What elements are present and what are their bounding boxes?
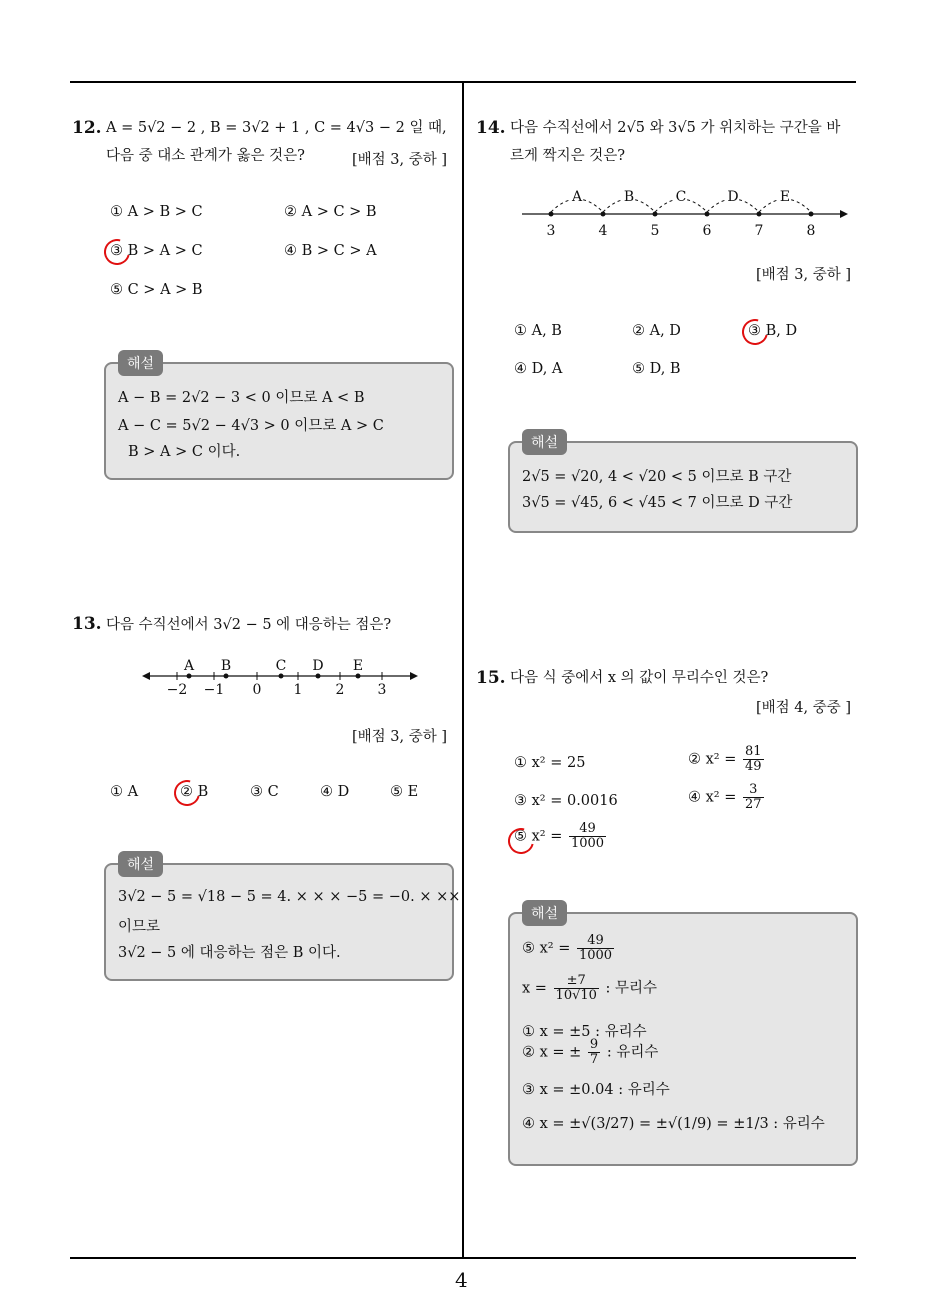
- q15-meta: [배점 4, 중중 ]: [756, 700, 852, 716]
- q12-choice-1[interactable]: ① A > B > C: [110, 204, 203, 220]
- q12-solution-line2: A − C = 5√2 − 4√3 > 0 이므로 A > C: [118, 418, 384, 434]
- q14-choice-1[interactable]: ① A, B: [514, 323, 562, 339]
- q14-solution-tag: 해설: [522, 429, 567, 455]
- q14-meta: [배점 3, 중하 ]: [756, 267, 852, 283]
- q15-solution-line1: ⑤ x² = $\frac{49}{1000}$: [522, 933, 613, 963]
- q15-choice-4[interactable]: [688, 783, 766, 812]
- q13-tick-label: 3: [377, 682, 387, 698]
- q13-number: 13.: [72, 614, 102, 634]
- q12-solution-line1: A − B = 2√2 − 3 < 0 이므로 A < B: [118, 390, 365, 406]
- q12-answer-circle-mark: [99, 234, 135, 270]
- q12-solution-box: [104, 356, 454, 480]
- q13-choice-1[interactable]: ① A: [110, 784, 139, 800]
- q13-choice-2[interactable]: ② B: [180, 784, 209, 800]
- q13-point-A: A: [183, 658, 195, 674]
- q14-choice-5[interactable]: ⑤ D, B: [632, 361, 681, 377]
- q14-interval-B: B: [623, 189, 635, 205]
- q15-number: 15.: [476, 668, 506, 688]
- column-divider: [462, 81, 464, 1259]
- q15-choice-2[interactable]: [688, 745, 766, 774]
- q14-interval-D: D: [727, 189, 739, 205]
- q13-choice-3[interactable]: ③ C: [250, 784, 279, 800]
- q12-solution-tag: 해설: [118, 350, 163, 376]
- q14-tick-label: 7: [754, 223, 764, 239]
- q15-solution-box: [508, 906, 858, 1166]
- q14-interval-A: A: [571, 189, 583, 205]
- q12-text-line2: 다음 중 대소 관계가 옳은 것은?: [106, 148, 305, 164]
- page-number: 4: [455, 1268, 468, 1292]
- q12-choice-5[interactable]: ⑤ C > A > B: [110, 282, 203, 298]
- q12-choice-2[interactable]: ② A > C > B: [284, 204, 377, 220]
- q12-number: 12.: [72, 118, 102, 138]
- q13-point-E: E: [352, 658, 364, 674]
- q13-tick-label: 2: [335, 682, 345, 698]
- q12-text-line1: A = 5√2 − 2 , B = 3√2 + 1 , C = 4√3 − 2 일 때,: [106, 120, 447, 136]
- q14-interval-C: C: [675, 189, 687, 205]
- q12-choice-3[interactable]: ③ B > A > C: [110, 243, 203, 259]
- q14-choice-2[interactable]: ② A, D: [632, 323, 681, 339]
- q15-solution-line3: ① x = ±5 : 유리수: [522, 1024, 647, 1040]
- q14-number: 14.: [476, 118, 506, 138]
- q14-text-line1: 다음 수직선에서 2√5 와 3√5 가 위치하는 구간을 바: [510, 120, 841, 136]
- q13-point-C: C: [275, 658, 287, 674]
- q14-solution-box: [508, 435, 858, 533]
- bottom-rule: [70, 1257, 856, 1259]
- q14-tick-label: 8: [806, 223, 816, 239]
- q15-solution-line4: ② x = ± $\frac{9}{7}$ : 유리수: [522, 1037, 659, 1067]
- q14-tick-label: 4: [598, 223, 608, 239]
- q13-tick-label: 1: [293, 682, 303, 698]
- q15-choice-2-prefix: ② x² =: [688, 751, 737, 768]
- q13-point-B: B: [220, 658, 232, 674]
- q13-solution-line1: 3√2 − 5 = √18 − 5 = 4. × × × −5 = −0. × ××: [118, 889, 461, 905]
- q12-meta: [배점 3, 중하 ]: [352, 152, 448, 168]
- q14-interval-E: E: [779, 189, 791, 205]
- q15-solution-tag: 해설: [522, 900, 567, 926]
- q13-solution-line3: 3√2 − 5 에 대응하는 점은 B 이다.: [118, 945, 341, 961]
- q12-choice-4[interactable]: ④ B > C > A: [284, 243, 377, 259]
- q13-solution-tag: 해설: [118, 851, 163, 877]
- q15-choice-4-fraction: $\frac{3}{27}$: [744, 782, 762, 812]
- q13-tick-label: 0: [252, 682, 262, 698]
- q14-solution-line1: 2√5 = √20, 4 < √20 < 5 이므로 B 구간: [522, 469, 792, 485]
- q13-solution-line2: 이므로: [118, 919, 161, 935]
- q13-solution-box: [104, 857, 461, 981]
- q14-choice-4[interactable]: ④ D, A: [514, 361, 563, 377]
- q13-tick-label: −1: [203, 682, 225, 698]
- q14-tick-label: 5: [650, 223, 660, 239]
- q15-choice-4-prefix: ④ x² =: [688, 789, 737, 806]
- q15-choice-2-fraction: $\frac{81}{49}$: [744, 744, 762, 774]
- q13-number-line: [140, 652, 420, 702]
- q13-answer-circle-mark: [169, 775, 205, 811]
- q14-number-line: [518, 184, 848, 240]
- q13-text: 다음 수직선에서 3√2 − 5 에 대응하는 점은?: [106, 617, 392, 633]
- q14-tick-label: 6: [702, 223, 712, 239]
- q15-choice-5-fraction: $\frac{49}{1000}$: [570, 821, 605, 851]
- q12-solution-line3: B > A > C 이다.: [128, 444, 241, 460]
- q15-choice-5-prefix: ⑤ x² =: [514, 828, 563, 845]
- q15-text: 다음 식 중에서 x 의 값이 무리수인 것은?: [510, 670, 769, 686]
- q15-solution-line5: ③ x = ±0.04 : 유리수: [522, 1082, 670, 1098]
- q15-choice-1[interactable]: ① x² = 25: [514, 755, 586, 771]
- q14-answer-circle-mark: [737, 314, 773, 350]
- q14-tick-label: 3: [546, 223, 556, 239]
- q13-choice-4[interactable]: ④ D: [320, 784, 350, 800]
- q13-choice-5[interactable]: ⑤ E: [390, 784, 419, 800]
- q14-text-line2: 르게 짝지은 것은?: [510, 148, 626, 164]
- q15-solution-line2: x = $\frac{\pm 7}{10√10}$ : 무리수: [522, 973, 658, 1003]
- q13-tick-label: −2: [166, 682, 188, 698]
- q15-choice-3[interactable]: ③ x² = 0.0016: [514, 793, 618, 809]
- q13-meta: [배점 3, 중하 ]: [352, 729, 448, 745]
- q13-point-D: D: [312, 658, 324, 674]
- q14-solution-line2: 3√5 = √45, 6 < √45 < 7 이므로 D 구간: [522, 495, 793, 511]
- q14-choice-3[interactable]: ③ B, D: [748, 323, 798, 339]
- q15-solution-line6: ④ x = ±√(3/27) = ±√(1/9) = ±1/3 : 유리수: [522, 1116, 825, 1132]
